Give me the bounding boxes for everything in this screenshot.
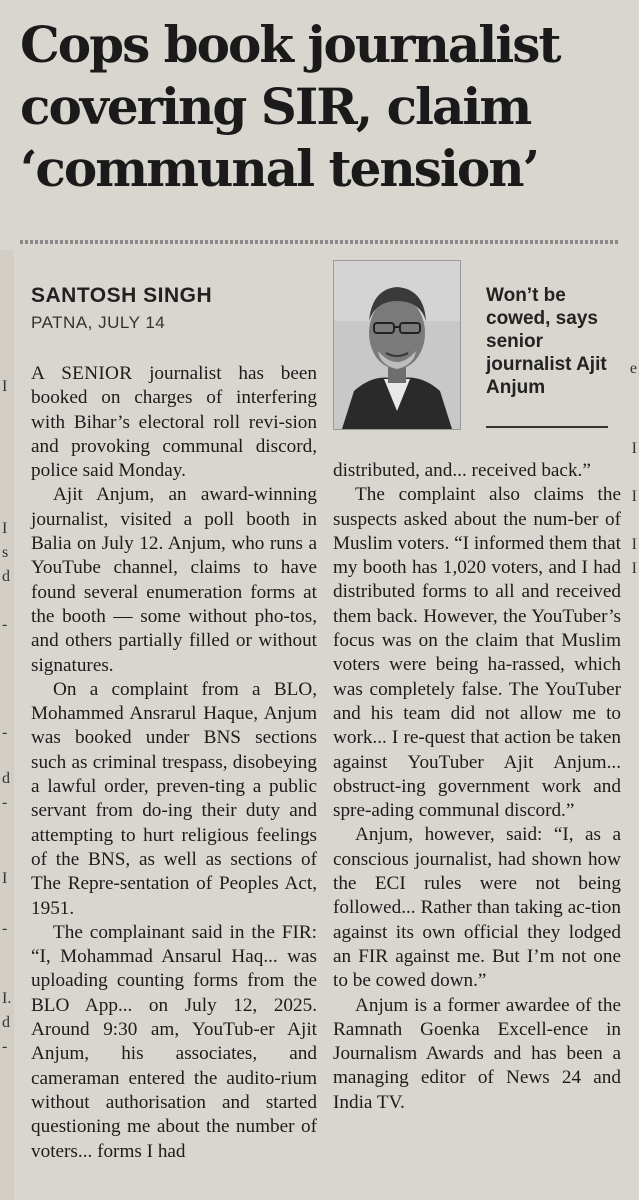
fragment-char: I bbox=[2, 870, 8, 887]
fragment-char: d bbox=[2, 770, 10, 787]
dateline: PATNA, JULY 14 bbox=[31, 313, 166, 332]
byline: SANTOSH SINGH bbox=[31, 284, 213, 307]
fragment-char: - bbox=[2, 920, 8, 937]
paragraph-text: journalist has been booked on charges of interfering with Bihar’s electoral roll revi-sion and provoking communal discord, police said Monday. bbox=[31, 363, 317, 482]
paragraph: The complainant said in the FIR: “I, Mohammad Ansarul Haq... was uploading counting forms from the BLO App... on July 12, 2025. Around 9:30 am, YouTub-er Ajit Anjum, his associates, and cameraman entered the audito-rium without authorisation and started questioning me about the number of voters... forms I had bbox=[31, 921, 317, 1162]
paragraph-continued: distributed, and... received back.” bbox=[333, 460, 591, 481]
pull-quote-rule bbox=[486, 426, 608, 428]
fragment-char: d bbox=[2, 1014, 10, 1031]
fragment-char: I bbox=[631, 560, 637, 577]
paragraph: Anjum is a former awardee of the Ramnath Goenka Excell-ence in Journalism Awards and has been a managing editor of News 24 and India TV. bbox=[333, 994, 621, 1113]
fragment-char: - bbox=[2, 1038, 8, 1055]
article-headline: Cops book journalist covering SIR, claim ‘communal tension’ bbox=[20, 15, 560, 198]
fragment-char: I bbox=[2, 520, 8, 537]
fragment-char: - bbox=[2, 724, 8, 741]
fragment-char: I bbox=[2, 378, 8, 395]
paragraph: On a complaint from a BLO, Mohammed Ansrarul Haque, Anjum was booked under BNS sections such as criminal trespass, disobeying a lawful order, preven-ting a public servant from do-ing their duty and attempting to hurt religious feelings of the BNS, as well as sections of The Repre-sentation of Peoples Act, 1951. bbox=[31, 678, 317, 919]
journalist-portrait-photo bbox=[333, 260, 461, 430]
paragraph: Ajit Anjum, an award-winning journalist, visited a poll booth in Balia on July 12. Anjum, who runs a YouTube channel, claims to have found several enumeration forms at the booth — some without pho-tos, and others partially filled or without signatures. bbox=[31, 484, 317, 676]
fragment-char: d bbox=[2, 568, 10, 585]
article-column-2 bbox=[333, 459, 621, 1115]
fragment-char: I bbox=[631, 488, 637, 505]
article-column-1 bbox=[31, 362, 317, 1164]
section-divider bbox=[20, 240, 620, 244]
adjacent-column-fragment-left bbox=[0, 250, 14, 1200]
fragment-char: I. bbox=[2, 990, 12, 1007]
paragraph-lead bbox=[31, 362, 317, 483]
fragment-char: I bbox=[631, 440, 637, 457]
fragment-char: - bbox=[2, 794, 8, 811]
adjacent-column-fragment-right bbox=[623, 300, 639, 1200]
pull-quote: Won’t be cowed, says senior journalist Ajit Anjum bbox=[486, 285, 607, 398]
fragment-char: e bbox=[629, 360, 637, 377]
fragment-char: I bbox=[631, 536, 637, 553]
fragment-char: s bbox=[2, 544, 9, 561]
paragraph: Anjum, however, said: “I, as a conscious journalist, had shown how the ECI rules were not being followed... Rather than taking ac-tion against its own official they lodged an FIR against me. But I’m not one to be cowed down.” bbox=[333, 824, 621, 992]
lead-caps: A SENIOR bbox=[31, 363, 133, 384]
paragraph: The complaint also claims the suspects asked about the num-ber of Muslim voters. “I informed them that my booth has 1,020 voters, and I had distributed forms to all and received them back. However, the YouTuber’s focus was on the claim that Muslim voters were being ha-rassed, which was completely false. The YouTuber and his team did not allow me to work... I re-quest that action be taken against YouTuber Ajit Anjum... obstruct-ing government work and spre-ading communal discord.” bbox=[333, 484, 621, 822]
fragment-char: - bbox=[2, 616, 8, 633]
portrait-illustration bbox=[334, 261, 460, 429]
